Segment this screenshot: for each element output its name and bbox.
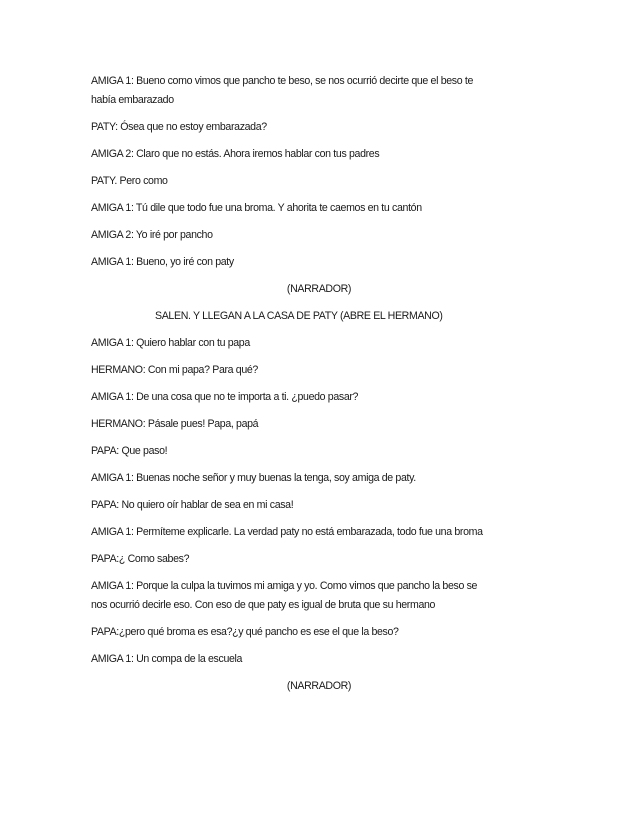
dialogue-line: nos ocurrió decirle eso. Con eso de que paty es igual de bruta que su hermano — [91, 599, 436, 611]
dialogue-line: AMIGA 1: Porque la culpa la tuvimos mi amiga y yo. Como vimos que pancho la beso se — [91, 580, 478, 592]
dialogue-line: AMIGA 1: Bueno, yo iré con paty — [91, 256, 234, 268]
dialogue-line: AMIGA 1: Tú dile que todo fue una broma. Y ahorita te caemos en tu cantón — [91, 202, 422, 214]
dialogue-line: PAPA:¿ Como sabes? — [91, 553, 190, 565]
stage-direction: SALEN. Y LLEGAN A LA CASA DE PATY (ABRE EL HERMANO) — [155, 310, 443, 322]
dialogue-line: AMIGA 1: Un compa de la escuela — [91, 653, 243, 665]
dialogue-line: AMIGA 2: Claro que no estás. Ahora iremos hablar con tus padres — [91, 148, 380, 160]
dialogue-line: AMIGA 1: Bueno como vimos que pancho te beso, se nos ocurrió decirte que el beso te — [91, 75, 473, 87]
dialogue-line: PAPA: No quiero oír hablar de sea en mi casa! — [91, 499, 294, 511]
dialogue-line: AMIGA 2: Yo iré por pancho — [91, 229, 213, 241]
narrator-heading: (NARRADOR) — [286, 283, 352, 295]
dialogue-line: AMIGA 1: De una cosa que no te importa a ti. ¿puedo pasar? — [91, 391, 359, 403]
narrator-heading: (NARRADOR) — [286, 680, 352, 692]
dialogue-line: PATY: Ósea que no estoy embarazada? — [91, 121, 267, 133]
dialogue-line: HERMANO: Pásale pues! Papa, papá — [91, 418, 259, 430]
dialogue-line: AMIGA 1: Buenas noche señor y muy buenas la tenga, soy amiga de paty. — [91, 472, 416, 484]
dialogue-line: HERMANO: Con mi papa? Para qué? — [91, 364, 258, 376]
dialogue-line: AMIGA 1: Permíteme explicarle. La verdad paty no está embarazada, todo fue una broma — [91, 526, 483, 538]
dialogue-line: AMIGA 1: Quiero hablar con tu papa — [91, 337, 250, 349]
dialogue-line: PAPA: Que paso! — [91, 445, 168, 457]
dialogue-line: había embarazado — [91, 94, 174, 106]
dialogue-line: PATY. Pero como — [91, 175, 168, 187]
dialogue-line: PAPA:¿pero qué broma es esa?¿y qué pancho es ese el que la beso? — [91, 626, 399, 638]
